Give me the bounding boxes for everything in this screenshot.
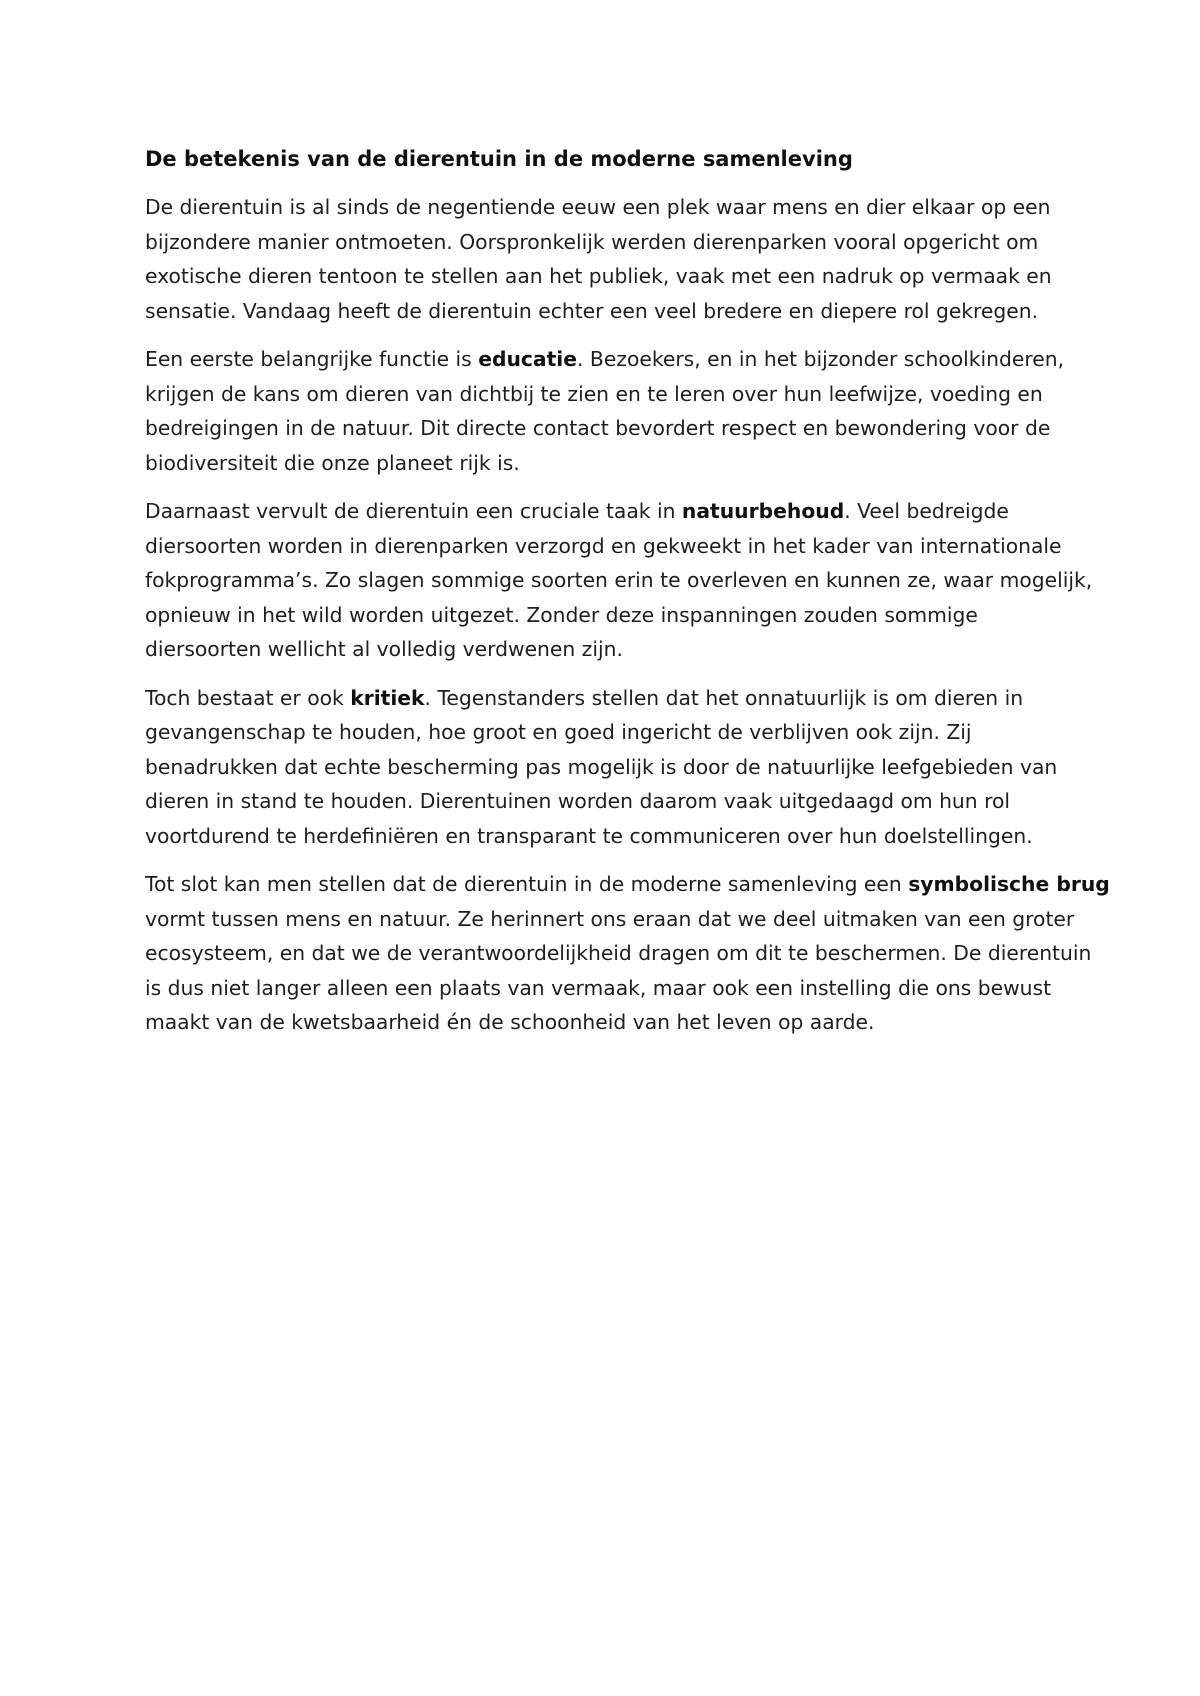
- text-segment: . Bezoekers, en in het bijzonder schoolkinderen,: [577, 347, 1065, 371]
- text-segment: Tot slot kan men stellen dat de dierentuin in de moderne samenleving een: [145, 872, 909, 896]
- text-line: [145, 867, 1110, 902]
- paragraph-kritiek: [145, 681, 1070, 854]
- paragraph-educatie: [145, 342, 1070, 480]
- text-line: dieren in stand te houden. Dierentuinen worden daarom vaak uitgedaagd om hun rol: [145, 789, 1011, 813]
- text-line: opnieuw in het wild worden uitgezet. Zonder deze inspanningen zouden sommige: [145, 602, 978, 627]
- text-segment: Daarnaast vervult de dierentuin een cruciale taak in: [145, 499, 682, 523]
- text-line: maakt van de kwetsbaarheid én de schoonheid van het leven op aarde.: [145, 1010, 875, 1034]
- document-body: [145, 142, 1110, 1054]
- text-line: biodiversiteit die onze planeet rijk is.: [145, 450, 520, 475]
- text-segment: Een eerste belangrijke functie is: [145, 347, 479, 371]
- text-line: bijzondere manier ontmoeten. Oorspronkelijk werden dierenparken vooral opgericht om: [145, 229, 1039, 254]
- text-line: ecosysteem, en dat we de verantwoordelijkheid dragen om dit te beschermen. De dierentuin: [145, 941, 1092, 965]
- text-line: De dierentuin is al sinds de negentiende eeuw een plek waar mens en dier elkaar op een: [145, 195, 1051, 219]
- paragraph-conclusion: [145, 867, 1110, 1040]
- text-line: fokprogramma’s. Zo slagen sommige soorten erin te overleven en kunnen ze, waar mogelijk,: [145, 568, 1093, 592]
- text-line: vormt tussen mens en natuur. Ze herinnert ons eraan dat we deel uitmaken van een groter: [145, 906, 1075, 931]
- text-line: gevangenschap te houden, hoe groot en goed ingericht de verblijven ook zijn. Zij: [145, 720, 972, 744]
- paragraph-natuurbehoud: [145, 494, 1093, 667]
- text-line: [145, 681, 1070, 716]
- text-line: sensatie. Vandaag heeft de dierentuin echter een veel bredere en diepere rol gekregen.: [145, 298, 1039, 323]
- keyword-symbolische-brug: symbolische brug: [908, 872, 1110, 896]
- text-line: krijgen de kans om dieren van dichtbij te zien en te leren over hun leefwijze, voeding en: [145, 381, 1043, 406]
- text-segment: Toch bestaat er ook: [145, 685, 351, 710]
- keyword-educatie: educatie: [478, 347, 578, 371]
- keyword-kritiek: kritiek: [350, 685, 425, 710]
- text-line: diersoorten worden in dierenparken verzorgd en gekweekt in het kader van internationale: [145, 533, 1062, 558]
- text-line: benadrukken dat echte bescherming pas mogelijk is door de natuurlijke leefgebieden van: [145, 754, 1058, 779]
- text-line: diersoorten wellicht al volledig verdwenen zijn.: [145, 637, 623, 661]
- text-line: [145, 342, 1070, 377]
- text-line: bedreigingen in de natuur. Dit directe contact bevordert respect en bewondering voor de: [145, 416, 1051, 440]
- text-line: exotische dieren tentoon te stellen aan het publiek, vaak met een nadruk op vermaak en: [145, 264, 1052, 288]
- paragraph-intro: [145, 190, 1070, 328]
- text-line: [145, 494, 1070, 529]
- text-segment: . Veel bedreigde: [844, 499, 1009, 523]
- text-line: voortdurend te herdefiniëren en transparant te communiceren over hun doelstellingen.: [145, 823, 1033, 848]
- text-segment: . Tegenstanders stellen dat het onnatuurlijk is om dieren in: [424, 685, 1024, 710]
- document-title: De betekenis van de dierentuin in de moderne samenleving: [145, 147, 853, 171]
- text-line: is dus niet langer alleen een plaats van vermaak, maar ook een instelling die ons bewust: [145, 975, 1052, 1000]
- keyword-natuurbehoud: natuurbehoud: [681, 499, 845, 523]
